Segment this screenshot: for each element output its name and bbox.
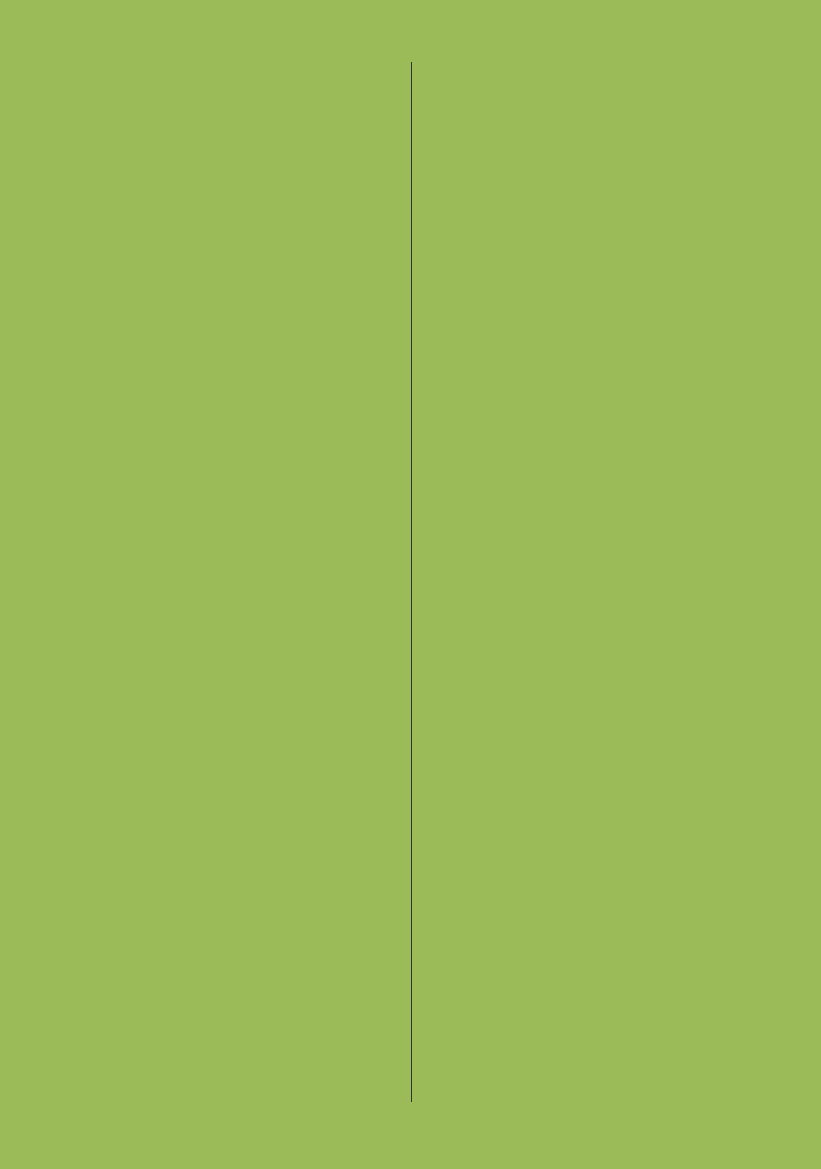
border-right-icecream-icons xyxy=(773,0,803,1169)
border-top-icecream-icons xyxy=(0,32,821,62)
border-left-icecream-icons xyxy=(38,0,68,1169)
border-bottom-icecream-icons xyxy=(0,1108,821,1138)
right-column xyxy=(425,80,762,160)
column-divider xyxy=(411,62,412,1102)
